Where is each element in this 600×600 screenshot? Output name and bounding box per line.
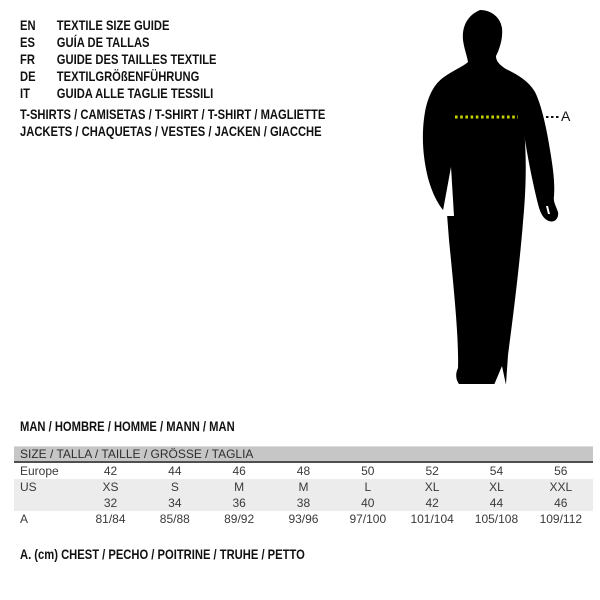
cell: 42: [103, 464, 118, 478]
cell: 46: [232, 464, 246, 478]
cell: 46: [529, 495, 593, 511]
table-row-europe: [14, 462, 593, 479]
cell: 36: [207, 495, 271, 511]
hand-highlight: [546, 206, 550, 214]
cell: 93/96: [288, 512, 319, 526]
language-title: GUIDA ALLE TAGLIE TESSILI: [56, 84, 214, 101]
language-code: EN: [20, 16, 36, 33]
row-label: A: [20, 512, 29, 526]
category-line-tshirts: T-SHIRTS / CAMISETAS / T-SHIRT / T-SHIRT / MAGLIETTE: [20, 106, 326, 122]
table-row-chest-a: [14, 511, 593, 527]
row-label: US: [14, 479, 78, 495]
language-row: [20, 16, 217, 33]
size-table: [14, 446, 593, 527]
leg-notch: [494, 366, 506, 385]
category-lines: [20, 106, 402, 140]
cell: XXL: [529, 479, 593, 495]
cell: 40: [336, 495, 400, 511]
cell: M: [271, 479, 335, 495]
cell: XL: [464, 479, 528, 495]
cell: 38: [271, 495, 335, 511]
cell: 85/88: [159, 512, 190, 526]
size-table-header-row: [14, 447, 593, 463]
cell: 44: [464, 495, 528, 511]
cell: 105/108: [474, 512, 519, 526]
cell: 48: [296, 464, 311, 478]
language-code: ES: [20, 33, 35, 50]
cell: 54: [489, 464, 504, 478]
cell: S: [143, 479, 207, 495]
language-row: [20, 84, 217, 101]
category-line-jackets: JACKETS / CHAQUETAS / VESTES / JACKEN / GIACCHE: [20, 123, 322, 139]
cell: 109/112: [539, 512, 583, 526]
cell: 56: [554, 464, 568, 478]
cell: 32: [78, 495, 142, 511]
table-row-us-letters: [14, 479, 593, 495]
cell: L: [336, 479, 400, 495]
language-row: [20, 50, 217, 67]
cell: 50: [361, 464, 375, 478]
arm-body-gap: [442, 167, 454, 216]
cell: 89/92: [224, 512, 255, 526]
language-title: GUIDE DES TAILLES TEXTILE: [56, 50, 217, 67]
cell: 81/84: [95, 512, 126, 526]
cell: M: [207, 479, 271, 495]
cell: 52: [425, 464, 439, 478]
language-code: DE: [20, 67, 36, 84]
language-title: TEXTILGRÖßENFÜHRUNG: [56, 67, 200, 84]
row-label: Europe: [20, 464, 59, 478]
language-list: [20, 16, 266, 101]
size-table-header: SIZE / TALLA / TAILLE / GRÖSSE / TAGLIA: [14, 447, 593, 463]
language-code: FR: [20, 50, 35, 67]
language-row: [20, 67, 217, 84]
man-silhouette: [423, 10, 558, 384]
language-title: TEXTILE SIZE GUIDE: [56, 16, 170, 33]
cell: 34: [143, 495, 207, 511]
language-code: IT: [20, 84, 30, 101]
language-row: [20, 33, 217, 50]
cell: 42: [400, 495, 464, 511]
table-row-us-numbers: [14, 495, 593, 511]
row-label: [14, 495, 78, 511]
cell: 97/100: [349, 512, 387, 526]
cell: 44: [168, 464, 182, 478]
cell: 101/104: [410, 512, 454, 526]
measure-label-a: A: [561, 108, 571, 124]
cell: XS: [78, 479, 142, 495]
cell: XL: [400, 479, 464, 495]
footnote-chest: A. (cm) CHEST / PECHO / POITRINE / TRUHE / PETTO: [20, 546, 305, 562]
section-title-man: MAN / HOMBRE / HOMME / MANN / MAN: [20, 418, 235, 434]
language-title: GUÍA DE TALLAS: [56, 33, 150, 50]
